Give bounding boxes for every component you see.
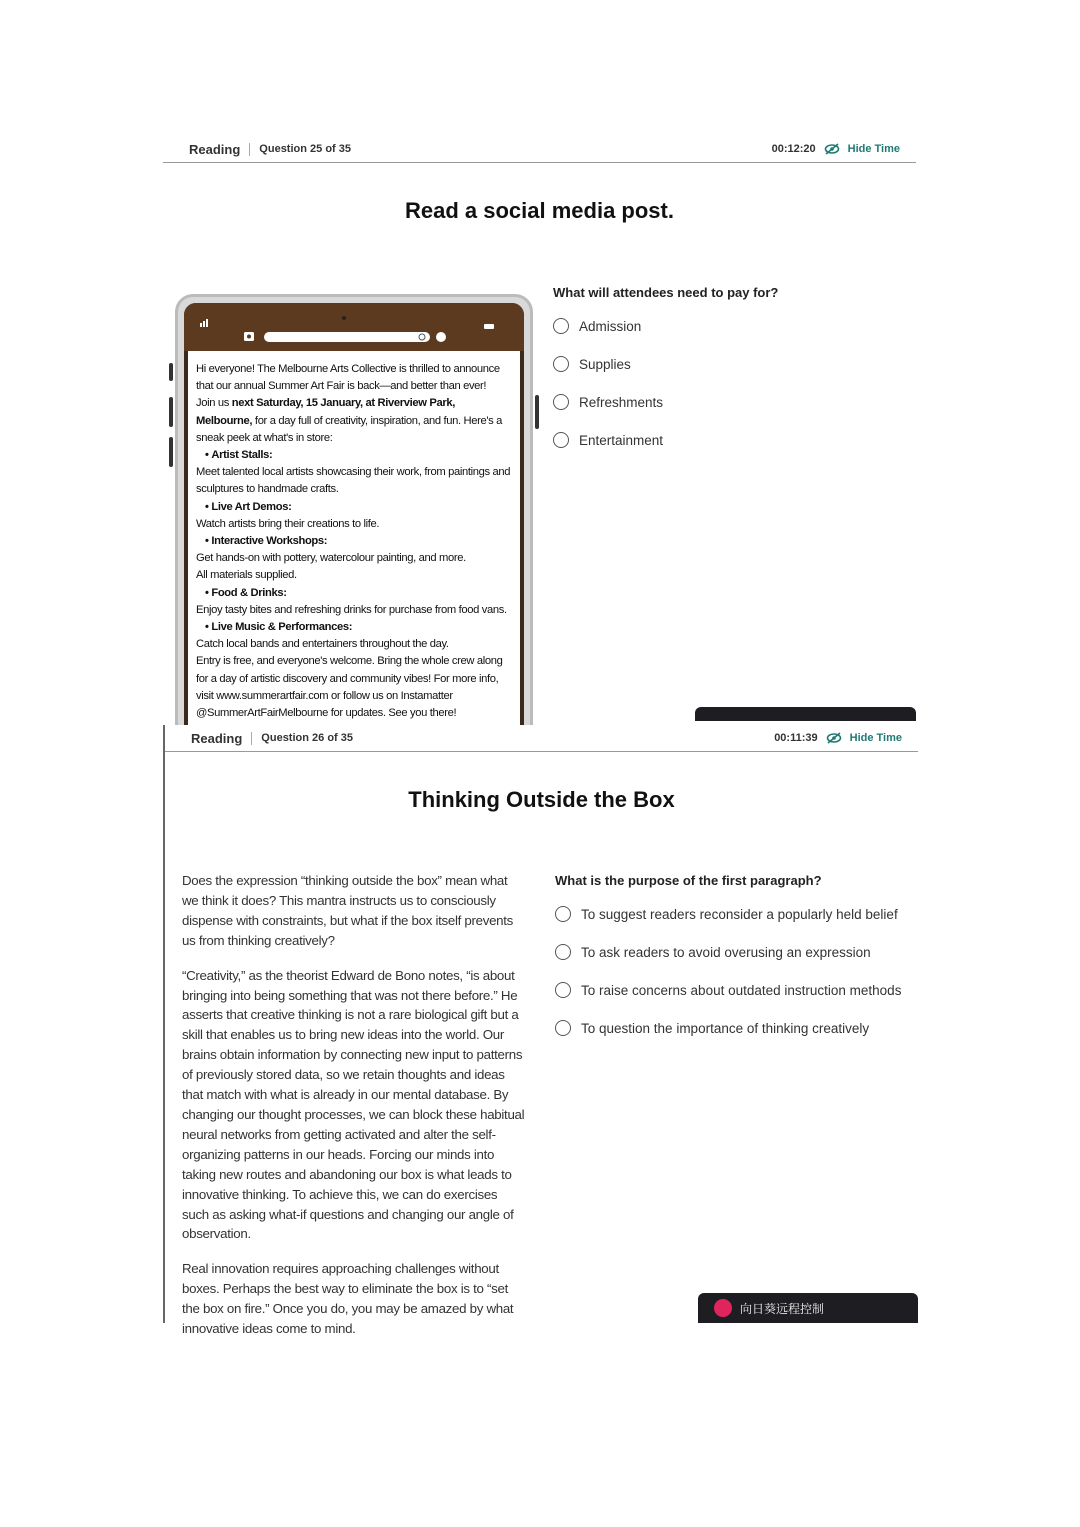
option-label: Refreshments [579,394,664,410]
bullet-text: Get hands-on with pottery, watercolour painting, and more. [196,552,466,565]
radio-button-icon[interactable] [555,944,571,960]
screenshot-question-25 [163,136,916,720]
post-content [188,351,520,757]
post-event-details [196,395,512,447]
radio-button-icon[interactable] [555,906,571,922]
question-counter: Question 25 of 35 [259,143,351,155]
remote-control-taskbar[interactable] [695,707,916,721]
status-bar-icons [184,303,536,351]
phone-side-button [169,397,173,427]
bullet-text: Watch artists bring their creations to life. [196,517,380,530]
answer-option[interactable] [555,1020,901,1036]
bullet-heading: • Artist Stalls: [205,449,273,462]
timer: 00:12:20 [771,143,816,155]
option-label: To suggest readers reconsider a popularly held belief [581,906,898,922]
radio-button-icon[interactable] [553,318,569,334]
post-event-date-location: next Saturday, 15 January, at Riverview Park, Melbourne, [196,397,456,427]
screenshot-question-26 [163,725,918,1337]
section-label: Reading [191,730,243,746]
phone-mockup [175,294,533,760]
sunflower-app-icon [714,1299,732,1317]
bullet-title: Interactive Workshops: [211,535,328,548]
option-label: To question the importance of thinking creatively [581,1020,870,1036]
bullet-heading: • Interactive Workshops: [205,535,328,548]
option-label: Supplies [579,356,631,372]
post-text: Join us [196,397,232,410]
page-title: Thinking Outside the Box [408,787,675,812]
option-label: To ask readers to avoid overusing an expression [581,944,871,960]
bullet-title: Live Art Demos: [211,500,292,513]
taskbar-app-label: 向日葵远程控制 [740,1301,825,1316]
radio-button-icon[interactable] [555,982,571,998]
bullet-text: Enjoy tasty bites and refreshing drinks for purchase from food vans. [196,603,507,616]
answer-option[interactable] [555,982,901,998]
phone-side-button [169,437,173,467]
bullet-title: Live Music & Performances: [211,621,353,634]
answer-option[interactable] [553,394,778,410]
timer: 00:11:39 [774,732,818,744]
answer-option[interactable] [553,356,778,372]
question-panel [555,873,901,1058]
phone-side-button [169,363,173,381]
divider [249,143,250,156]
bullet-heading: • Live Music & Performances: [205,621,353,634]
radio-button-icon[interactable] [553,432,569,448]
reading-passage [182,871,527,1354]
eye-slash-icon[interactable] [826,732,842,744]
eye-slash-icon[interactable] [824,143,840,155]
radio-button-icon[interactable] [553,394,569,410]
option-label: Entertainment [579,432,664,448]
phone-body [184,303,524,757]
post-closing: Entry is free, and everyone's welcome. Bring the whole crew along for a day of artistic discovery and community vibes! For more info, visit www.summerartfair.com or follow us on Instamatter @SummerArtFairMelbourne for updates. See you there! [196,655,503,720]
section-label: Reading [189,141,241,157]
radio-button-icon[interactable] [553,356,569,372]
passage-paragraph: Real innovation requires approaching challenges without boxes. Perhaps the best way to eliminate the box is to “set the box on fire.” Once you do, you may be amazed by what innovative ideas come to mind. [182,1261,514,1337]
hide-time-button[interactable]: Hide Time [849,732,902,744]
hide-time-button[interactable]: Hide Time [847,143,900,155]
bullet-text: Meet talented local artists showcasing their work, from paintings and sculptures to handmade crafts. [196,466,511,496]
bullet-text: All materials supplied. [196,569,297,582]
header-bar [163,136,916,163]
bullet-heading: • Live Art Demos: [205,500,292,513]
bullet-text: Catch local bands and entertainers throughout the day. [196,638,449,651]
remote-control-taskbar[interactable] [698,1293,918,1323]
question-counter: Question 26 of 35 [261,732,353,744]
phone-status-bar [184,303,524,351]
bullet-title: Artist Stalls: [211,449,273,462]
post-text: for a day full of creativity, inspiration, and fun. Here's a sneak peek at what's in store: [196,414,503,444]
passage-paragraph: Does the expression “thinking outside the box” mean what we think it does? This mantra instructs us to consciously dispense with constraints, but what if the box itself prevents us from thinking creatively? [182,873,513,948]
option-label: To raise concerns about outdated instruction methods [581,982,902,998]
question-panel [553,285,778,470]
bullet-title: Food & Drinks: [211,586,287,599]
bullet-heading: • Food & Drinks: [205,586,287,599]
option-label: Admission [579,318,642,334]
header-bar [165,725,918,752]
radio-button-icon[interactable] [555,1020,571,1036]
divider [251,732,252,745]
answer-option[interactable] [555,944,901,960]
answer-option[interactable] [553,318,778,334]
question-text: What will attendees need to pay for? [553,285,779,300]
question-text: What is the purpose of the first paragraph? [555,873,822,888]
answer-option[interactable] [555,906,901,922]
passage-paragraph: “Creativity,” as the theorist Edward de Bono notes, “is about bringing into being something that was not there before.” He asserts that creative thinking is not a rare biological gift but a skill that enables us to bring new ideas into the world. Our brains obtain information by connecting new input to patterns of previously stored data, so we retain thoughts and ideas that match with what is already in our mental database. By changing our thought processes, we can block these habitual neural networks from getting activated and alter the self-organizing patterns in our heads. Forcing our minds into taking new routes and abandoning our box is what leads to innovative thinking. To achieve this, we can do exercises such as asking what-if questions and changing our angle of observation. [182,967,525,1242]
post-intro: Hi everyone! The Melbourne Arts Collective is thrilled to announce that our annual Summer Art Fair is back—and better than ever! [196,363,500,393]
phone-side-button [535,395,539,429]
answer-option[interactable] [553,432,778,448]
page-title: Read a social media post. [405,198,674,223]
